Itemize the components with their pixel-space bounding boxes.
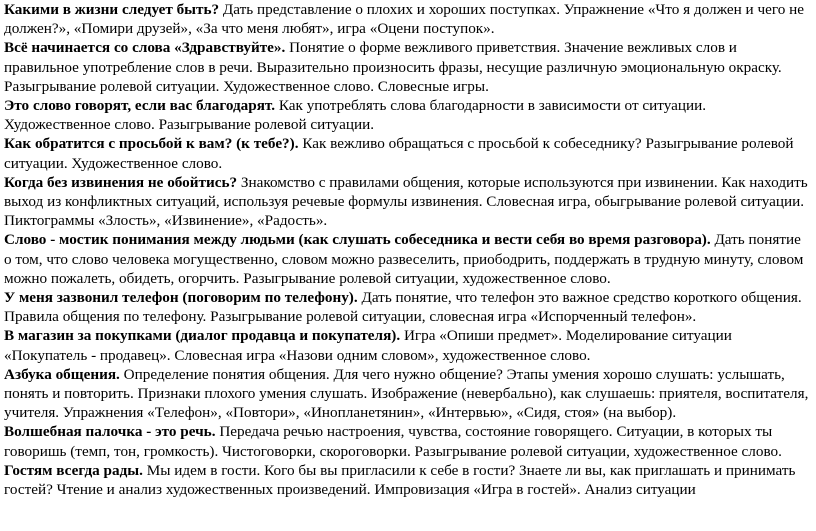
section-title: Как обратится с просьбой к вам? (к тебе?). [4, 135, 299, 153]
section-2 [4, 38, 812, 96]
section-11 [4, 461, 812, 499]
section-title: Это слово говорят, если вас благодарят. [4, 97, 276, 115]
section-text: Как вежливо обращаться с просьбой к собеседнику? Разыгрывание ролевой ситуации. Художественное слово. [4, 135, 794, 172]
section-title: Когда без извинения не обойтись? [4, 173, 238, 191]
section-title: У меня зазвонил телефон (поговорим по телефону). [4, 289, 358, 307]
section-text: Дать представление о плохих и хороших поступках. Упражнение «Что я должен и чего не должен?», «Помири друзей», «За что меня любят», игра «Оцени поступок». [4, 1, 804, 38]
section-text: Знакомство с правилами общения, которые используются при извинении. Как находить выход из конфликтных ситуаций, используя речевые формулы извинения. Словесная игра, обыгрывание ролевой ситуации. Пиктограммы «Злость», «Извинение», «Радость». [4, 173, 808, 230]
section-title: Гостям всегда рады. [4, 461, 143, 479]
section-8 [4, 326, 812, 364]
section-4 [4, 134, 812, 172]
section-text: Как употреблять слова благодарности в зависимости от ситуации. Художественное слово. Разыгрывание ролевой ситуации. [4, 97, 707, 134]
section-7 [4, 288, 812, 326]
section-title: Азбука общения. [4, 365, 120, 383]
section-text: Мы идем в гости. Кого бы вы пригласили к себе в гости? Знаете ли вы, как приглашать и принимать гостей? Чтение и анализ художественных произведений. Импровизация «Игра в гостей». Анализ ситуации [4, 461, 796, 499]
section-title: Какими в жизни следует быть? [4, 1, 220, 18]
section-text: Игра «Опиши предмет». Моделирование ситуации «Покупатель - продавец». Словесная игра «Назови одним словом», художественное слово. [4, 327, 732, 364]
section-title: Всё начинается со слова «Здравствуйте». [4, 39, 286, 57]
section-text: Дать понятие, что телефон это важное средство короткого общения. Правила общения по телефону. Разыгрывание ролевой ситуации, словесная игра «Испорченный телефон». [4, 289, 802, 326]
section-5 [4, 173, 812, 231]
section-10 [4, 422, 812, 460]
section-title: Волшебная палочка - это речь. [4, 423, 216, 441]
section-title: В магазин за покупками (диалог продавца и покупателя). [4, 327, 401, 345]
section-text: Передача речью настроения, чувства, состояние говорящего. Ситуации, в которых ты говоришь (темп, тон, громкость). Чистоговорки, скороговорки. Разыгрывание ролевой ситуации, художественное слово. [4, 423, 782, 460]
section-title: Слово - мостик понимания между людьми (как слушать собеседника и вести себя во время разговора). [4, 231, 711, 249]
section-9 [4, 365, 812, 423]
section-1 [4, 0, 812, 38]
section-6 [4, 230, 812, 288]
section-3 [4, 96, 812, 134]
section-text: Дать понятие о том, что слово человека могущественно, словом можно развеселить, приободрить, поддержать в трудную минуту, словом можно пожалеть, обидеть, огорчить. Разыгрывание ролевой ситуации, художественное слово. [4, 231, 804, 287]
section-text: Определение понятия общения. Для чего нужно общение? Этапы умения хорошо слушать: услышать, понять и повторить. Признаки плохого умения слушать. Изображение (невербально), как слушаешь: приятеля, воспитателя, учителя. Упражнения «Телефон», «Повтори», «Инопланетянин», «Интервью», «Сидя, стоя» (на выбор). [4, 365, 809, 422]
section-text: Понятие о форме вежливого приветствия. Значение вежливых слов и правильное употребление слов в речи. Выразительно произносить фразы, несущие различную эмоциональную окраску. Разыгрывание ролевой ситуации. Художественное слово. Словесные игры. [4, 39, 782, 95]
